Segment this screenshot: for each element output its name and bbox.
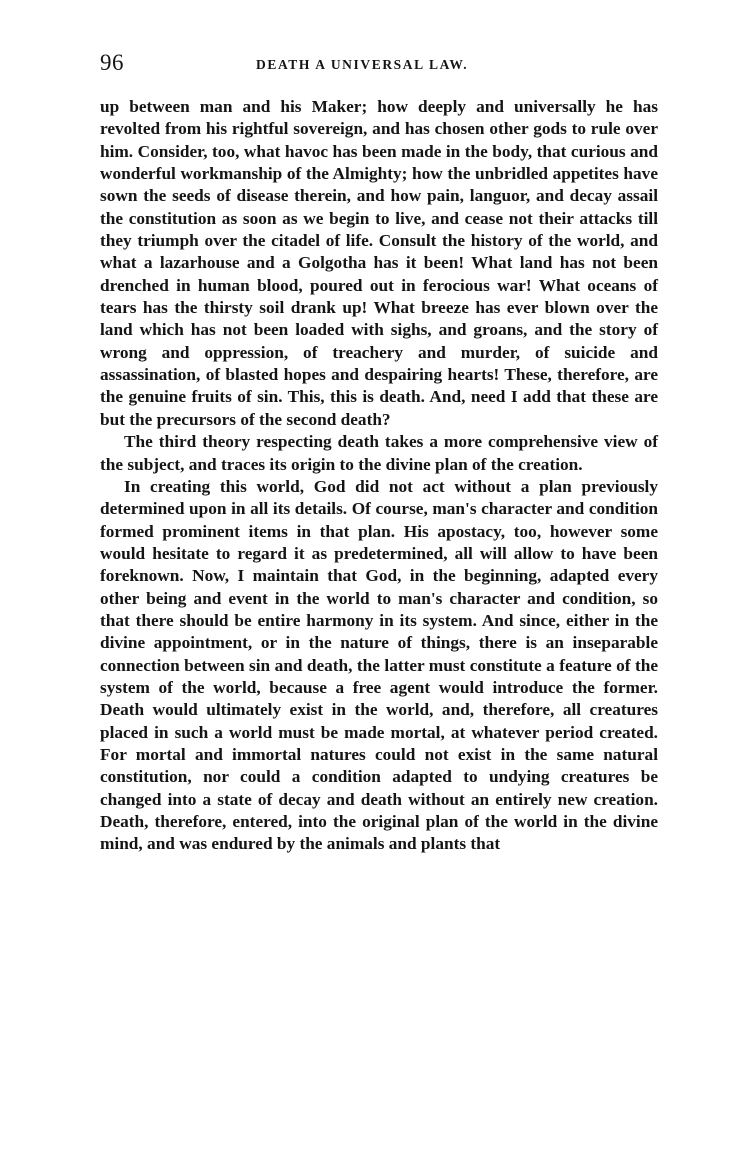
page-number: 96 (100, 50, 124, 75)
paragraph-creation-plan: In creating this world, God did not act without a plan previously determined upon in all its details. Of course, man's character and condition formed prominent items in that plan. His apostacy, too, however some would hesitate to regard it as predetermined, all will allow to have been foreknown. Now, I maintain that God, in the beginning, adapted every other being and event in the world to man's character and condition, so that there should be entire harmony in its system. And since, either in the divine appointment, or in the nature of things, there is an inseparable connection between sin and death, the latter must constitute a feature of the system of the world, because a free agent would introduce the former. Death would ultimately exist in the world, and, therefore, all creatures placed in such a world must be made mortal, at whatever period created. For mortal and immortal natures could not exist in the same natural constitution, nor could a condition adapted to undying creatures be changed into a state of decay and death without an entirely new creation. Death, therefore, entered, into the original plan of the world in the divine mind, and was endured by the animals and plants that (100, 476, 658, 854)
paragraph-third-theory: The third theory respecting death takes a more comprehensive view of the subject, and traces its origin to the divine plan of the creation. (100, 432, 658, 474)
paragraph-continued: up between man and his Maker; how deeply and universally he has revolted from his rightful sovereign, and has chosen other gods to rule over him. Consider, too, what havoc has been made in the body, that curious and wonderful workmanship of the Almighty; how the unbridled appetites have sown the seeds of disease therein, and how pain, languor, and decay assail the constitution as soon as we begin to live, and cease not their attacks till they triumph over the citadel of life. Consult the history of the world, and what a lazarhouse and a Golgotha has it been! What land has not been drenched in human blood, poured out in ferocious war! What oceans of tears has the thirsty soil drank up! What breeze has ever blown over the land which has not been loaded with sighs, and groans, and the story of wrong and oppression, of treachery and murder, of suicide and assassination, of blasted hopes and despairing hearts! These, therefore, are the genuine fruits of sin. This, this is death. And, need I add that these are but the precursors of the second death? (100, 97, 658, 429)
running-title: DEATH A UNIVERSAL LAW. (256, 57, 469, 72)
running-head (100, 50, 658, 80)
body-text (100, 96, 658, 856)
